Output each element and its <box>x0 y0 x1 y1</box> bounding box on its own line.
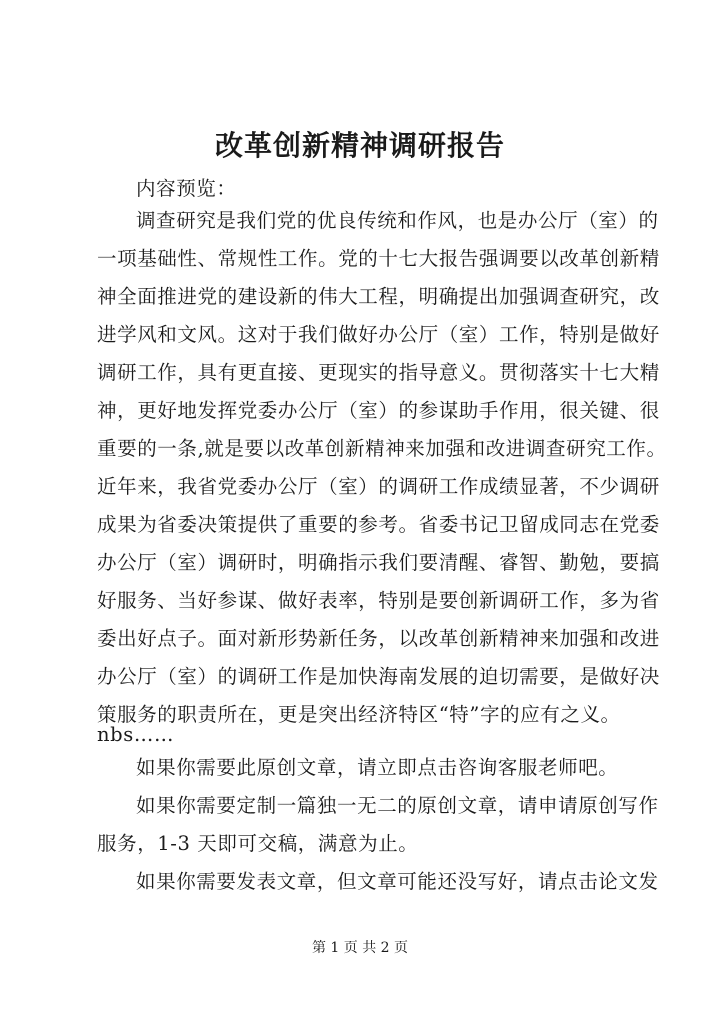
body-line: 委出好点子。面对新形势新任务，以改革创新精神来加强和改进 <box>97 627 660 650</box>
body-line: 策服务的职责所在，更是突出经济特区“特”字的应有之义。 <box>97 703 621 726</box>
notice-custom-article-cont: 服务，1-3 天即可交稿，满意为止。 <box>97 832 419 855</box>
body-line: 近年来，我省党委办公厅（室）的调研工作成绩显著，不少调研 <box>97 475 660 498</box>
body-line: 办公厅（室）调研时，明确指示我们要清醒、睿智、勤勉，要搞 <box>97 551 660 574</box>
body-line: 一项基础性、常规性工作。党的十七大报告强调要以改革创新精 <box>97 247 660 270</box>
body-line: 好服务、当好参谋、做好表率，特别是要创新调研工作，多为省 <box>97 589 660 612</box>
notice-publish-article: 如果你需要发表文章，但文章可能还没写好，请点击论文发 <box>136 870 659 893</box>
body-line: 办公厅（室）的调研工作是加快海南发展的迫切需要，是做好决 <box>97 665 660 688</box>
page-indicator: 第 1 页 共 2 页 <box>311 940 409 956</box>
body-line: 神全面推进党的建设新的伟大工程，明确提出加强调查研究，改 <box>97 285 660 308</box>
notice-original-article: 如果你需要此原创文章，请立即点击咨询客服老师吧。 <box>136 756 619 779</box>
body-line: 调查研究是我们党的优良传统和作风，也是办公厅（室）的 <box>136 209 659 232</box>
preview-label: 内容预览： <box>136 177 237 200</box>
body-line: 调研工作，具有更直接、更现实的指导意义。贯彻落实十七大精 <box>97 361 660 384</box>
body-line: 进学风和文风。这对于我们做好办公厅（室）工作，特别是做好 <box>97 323 660 346</box>
body-line: 神，更好地发挥党委办公厅（室）的参谋助手作用，很关键、很 <box>97 399 660 422</box>
body-line: 重要的一条,就是要以改革创新精神来加强和改进调查研究工作。 <box>97 437 667 460</box>
body-line: 成果为省委决策提供了重要的参考。省委书记卫留成同志在党委 <box>97 513 660 536</box>
body-line-truncated: nbs…… <box>97 723 175 746</box>
document-title: 改革创新精神调研报告 <box>214 129 505 162</box>
notice-custom-article: 如果你需要定制一篇独一无二的原创文章，请申请原创写作 <box>136 794 659 817</box>
